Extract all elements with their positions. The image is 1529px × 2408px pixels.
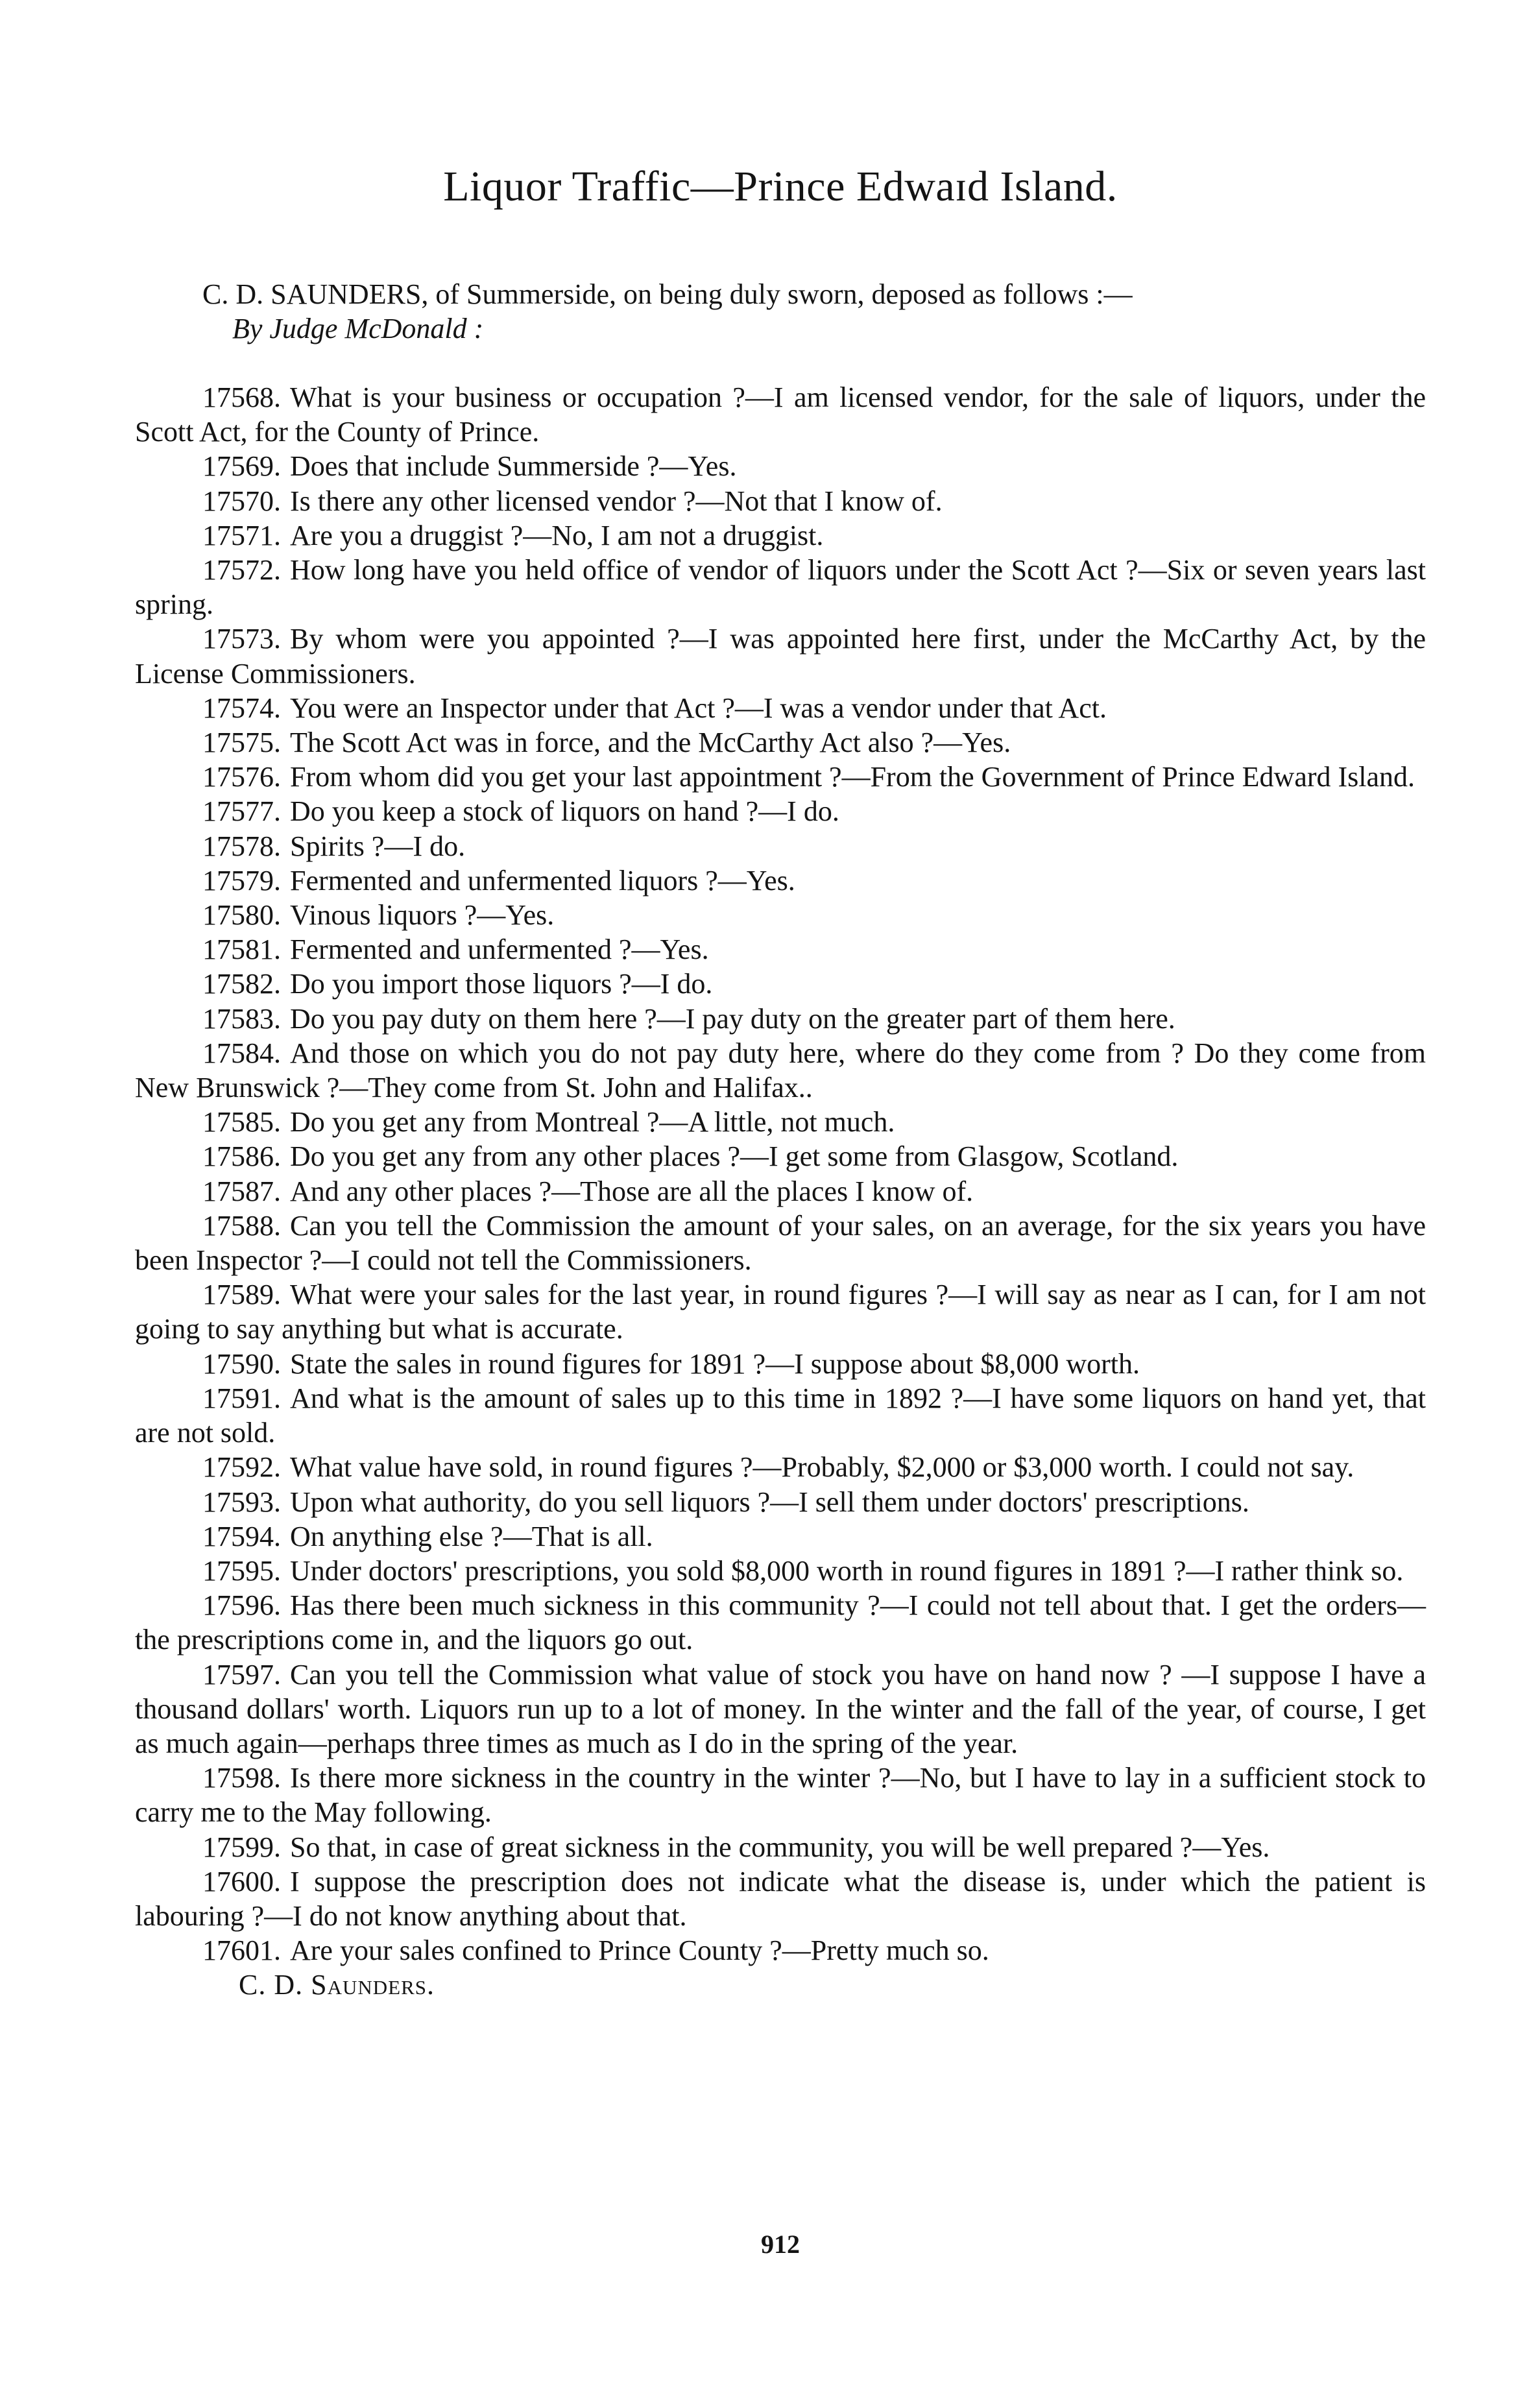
page-number: 912 bbox=[761, 2230, 800, 2259]
question-number: 17598. bbox=[202, 1762, 281, 1794]
testimony-entry bbox=[135, 1657, 1426, 1761]
testimony-entry bbox=[135, 1209, 1426, 1277]
testimony-entry bbox=[135, 1139, 1426, 1174]
question-number: 17590. bbox=[202, 1347, 281, 1380]
question-answer-text: Upon what authority, do you sell liquors ?—I sell them under doctors' prescriptions. bbox=[290, 1486, 1249, 1518]
question-answer-text: Fermented and unfermented liquors ?—Yes. bbox=[290, 864, 795, 897]
question-number: 17601. bbox=[202, 1934, 281, 1967]
question-answer-text: What value have sold, in round figures ?—Probably, $2,000 or $3,000 worth. I could not say. bbox=[290, 1451, 1354, 1484]
testimony-entry bbox=[135, 967, 1426, 1001]
question-number: 17573. bbox=[202, 623, 281, 655]
question-number: 17592. bbox=[202, 1451, 281, 1484]
testimony-entry bbox=[135, 449, 1426, 483]
question-number: 17581. bbox=[202, 933, 281, 966]
testimony-entry bbox=[135, 932, 1426, 967]
question-number: 17570. bbox=[202, 485, 281, 517]
question-answer-text: Has there been much sickness in this community ?—I could not tell about that. I get the orders—the prescriptions come in, and the liquors go out. bbox=[135, 1589, 1426, 1656]
question-answer-text: So that, in case of great sickness in the community, you will be well prepared ?—Yes. bbox=[290, 1831, 1270, 1863]
question-answer-text: State the sales in round figures for 1891 ?—I suppose about $8,000 worth. bbox=[290, 1347, 1140, 1380]
question-answer-text: Is there more sickness in the country in the winter ?—No, but I have to lay in a sufficient stock to carry me to the May following. bbox=[135, 1762, 1426, 1829]
question-number: 17596. bbox=[202, 1589, 281, 1622]
question-answer-text: How long have you held office of vendor of liquors under the Scott Act ?—Six or seven years last spring. bbox=[135, 554, 1426, 621]
question-number: 17575. bbox=[202, 727, 281, 759]
question-number: 17571. bbox=[202, 519, 281, 551]
testimony-entry bbox=[135, 484, 1426, 518]
question-answer-text: Can you tell the Commission what value of stock you have on hand now ? —I suppose I have a thousand dollars' worth. Liquors run up to a lot of money. In the winter and the fall of the year, of course, I get as much again—perhaps three times as much as I do in the spring of the year. bbox=[135, 1658, 1426, 1759]
testimony-entry bbox=[135, 1830, 1426, 1864]
question-answer-text: The Scott Act was in force, and the McCarthy Act also ?—Yes. bbox=[290, 727, 1011, 759]
testimony-entry bbox=[135, 1485, 1426, 1519]
question-number: 17591. bbox=[202, 1382, 281, 1414]
question-answer-text: And any other places ?—Those are all the places I know of. bbox=[290, 1175, 974, 1207]
question-answer-text: And those on which you do not pay duty here, where do they come from ? Do they come from New Brunswick ?—They come from St. John and Halifax.. bbox=[135, 1037, 1426, 1104]
question-answer-text: You were an Inspector under that Act ?—I was a vendor under that Act. bbox=[290, 692, 1107, 724]
testimony-entry bbox=[135, 1761, 1426, 1829]
testimony-entry bbox=[135, 1933, 1426, 1968]
question-number: 17574. bbox=[202, 692, 281, 724]
testimony-entry bbox=[135, 1105, 1426, 1139]
question-answer-text: By whom were you appointed ?—I was appointed here first, under the McCarthy Act, by the License Commissioners. bbox=[135, 623, 1426, 690]
page-title: Liquor Traffic—Prince Edwaɪd Island. bbox=[443, 163, 1118, 210]
testimony-entry bbox=[135, 1864, 1426, 1933]
question-answer-text: Do you get any from Montreal ?—A little, not much. bbox=[290, 1106, 895, 1138]
question-answer-text: Are you a druggist ?—No, I am not a druggist. bbox=[290, 519, 824, 551]
document-page bbox=[135, 0, 1426, 2408]
question-answer-text: From whom did you get your last appointment ?—From the Government of Prince Edward Island. bbox=[290, 761, 1415, 793]
testimony-entry bbox=[135, 518, 1426, 553]
question-answer-text: What is your business or occupation ?—I am licensed vendor, for the sale of liquors, under the Scott Act, for the County of Prince. bbox=[135, 381, 1426, 448]
question-number: 17588. bbox=[202, 1209, 281, 1242]
testimony-entry bbox=[135, 1450, 1426, 1484]
witness-intro: C. D. SAUNDERS, of Summerside, on being duly sworn, deposed as follows :— bbox=[202, 278, 1133, 310]
examiner-byline: By Judge McDonald : bbox=[232, 313, 484, 345]
testimony-entry bbox=[135, 1519, 1426, 1554]
question-answer-text: Under doctors' prescriptions, you sold $8,000 worth in round figures in 1891 ?—I rather think so. bbox=[290, 1554, 1404, 1587]
question-number: 17580. bbox=[202, 899, 281, 932]
question-answer-text: And what is the amount of sales up to this time in 1892 ?—I have some liquors on hand yet, that are not sold. bbox=[135, 1382, 1426, 1449]
testimony-entry bbox=[135, 380, 1426, 449]
testimony-entry bbox=[135, 725, 1426, 760]
question-number: 17584. bbox=[202, 1037, 281, 1069]
question-number: 17586. bbox=[202, 1140, 281, 1173]
question-number: 17597. bbox=[202, 1658, 281, 1691]
question-number: 17583. bbox=[202, 1002, 281, 1035]
question-number: 17587. bbox=[202, 1175, 281, 1207]
question-number: 17600. bbox=[202, 1865, 281, 1897]
testimony-entry bbox=[135, 1381, 1426, 1450]
question-answer-text: Is there any other licensed vendor ?—Not that I know of. bbox=[290, 485, 943, 517]
question-number: 17577. bbox=[202, 795, 281, 828]
testimony-entry bbox=[135, 691, 1426, 725]
question-answer-text: On anything else ?—That is all. bbox=[290, 1520, 653, 1552]
question-answer-text: What were your sales for the last year, in round figures ?—I will say as near as I can, for I am not going to say anything but what is accurate. bbox=[135, 1279, 1426, 1345]
question-answer-text: Does that include Summerside ?—Yes. bbox=[290, 450, 737, 483]
question-answer-text: I suppose the prescription does not indicate what the disease is, under which the patient is labouring ?—I do not know anything about that. bbox=[135, 1865, 1426, 1932]
testimony-entry bbox=[135, 1347, 1426, 1381]
question-number: 17576. bbox=[202, 761, 281, 793]
testimony-entry bbox=[135, 1588, 1426, 1657]
question-number: 17572. bbox=[202, 554, 281, 586]
question-answer-text: Spirits ?—I do. bbox=[290, 830, 466, 862]
question-number: 17578. bbox=[202, 830, 281, 862]
testimony-entry bbox=[135, 794, 1426, 828]
testimony-entry bbox=[135, 898, 1426, 932]
question-number: 17594. bbox=[202, 1520, 281, 1552]
question-number: 17585. bbox=[202, 1106, 281, 1138]
question-number: 17595. bbox=[202, 1554, 281, 1587]
testimony-entry bbox=[135, 1036, 1426, 1105]
testimony-entry bbox=[135, 760, 1426, 794]
question-number: 17589. bbox=[202, 1279, 281, 1311]
witness-signature: C. D. Saunders. bbox=[239, 1969, 435, 2001]
question-answer-text: Do you pay duty on them here ?—I pay duty on the greater part of them here. bbox=[290, 1002, 1175, 1035]
question-answer-text: Vinous liquors ?—Yes. bbox=[290, 899, 555, 932]
testimony-entry bbox=[135, 829, 1426, 863]
question-number: 17568. bbox=[202, 381, 281, 413]
testimony-entry bbox=[135, 553, 1426, 621]
testimony-entry bbox=[135, 863, 1426, 898]
question-number: 17599. bbox=[202, 1831, 281, 1863]
question-number: 17593. bbox=[202, 1486, 281, 1518]
question-answer-text: Do you keep a stock of liquors on hand ?—I do. bbox=[290, 795, 839, 828]
testimony-entry bbox=[135, 1277, 1426, 1346]
question-answer-text: Fermented and unfermented ?—Yes. bbox=[290, 933, 709, 966]
testimony-list bbox=[135, 380, 1426, 2003]
question-number: 17569. bbox=[202, 450, 281, 483]
testimony-entry bbox=[135, 621, 1426, 690]
deposition-intro-block bbox=[135, 277, 1426, 346]
testimony-entry bbox=[135, 1002, 1426, 1036]
testimony-entry bbox=[135, 1554, 1426, 1588]
question-answer-text: Do you get any from any other places ?—I get some from Glasgow, Scotland. bbox=[290, 1140, 1179, 1173]
question-answer-text: Do you import those liquors ?—I do. bbox=[290, 968, 713, 1000]
question-answer-text: Can you tell the Commission the amount of your sales, on an average, for the six years you have been Inspector ?—I could not tell the Commissioners. bbox=[135, 1209, 1426, 1277]
question-number: 17579. bbox=[202, 864, 281, 897]
question-answer-text: Are your sales confined to Prince County ?—Pretty much so. bbox=[290, 1934, 989, 1967]
testimony-entry bbox=[135, 1174, 1426, 1209]
question-number: 17582. bbox=[202, 968, 281, 1000]
